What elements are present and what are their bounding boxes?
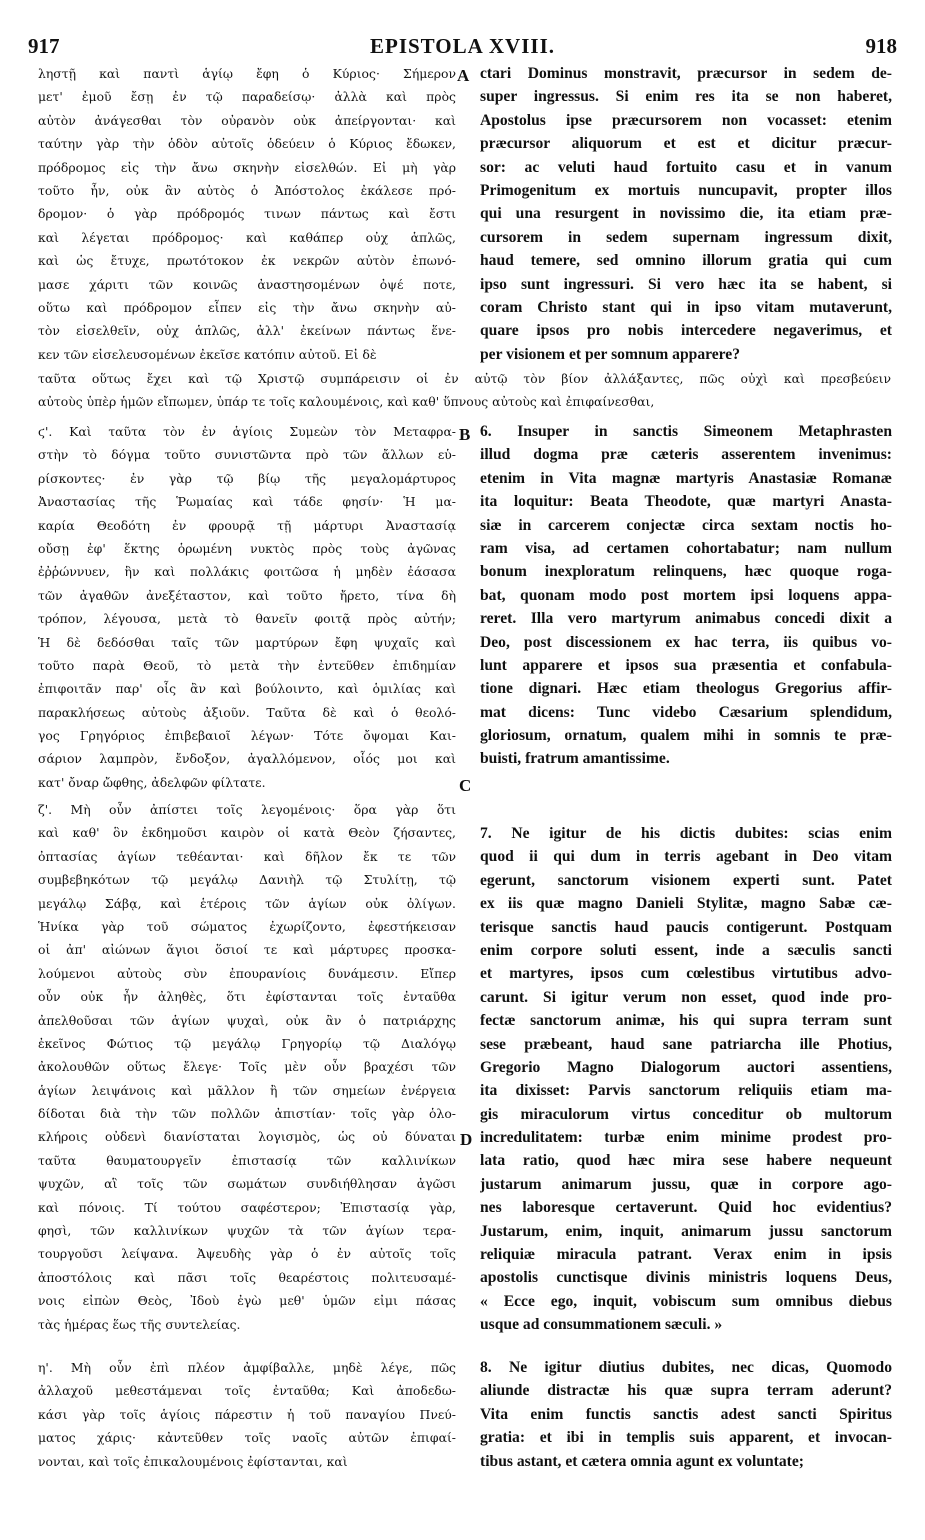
latin-column-block-4 (480, 1356, 892, 1473)
text-line: ψυχῶν, αἳ τοῖς τῶν σωμάτων συνδιήθλησαν ἀγῶσι (38, 1176, 456, 1192)
text-line: τὸν εἰσελθεῖν, οὐχ ἁπλῶς, ἀλλ' ἐκείνων πάντως ἕνε- (38, 323, 456, 339)
text-line: 7. Ne igitur de his dictis dubites: scias enim (480, 825, 892, 842)
text-line: οὔσῃ ἐφ' ἕκτης ὁρωμένη νυκτὸς πρὸς τοὺς ἀγῶνας (38, 540, 456, 556)
greek-column-block-2 (38, 420, 456, 794)
text-line: κλήροις οὐδενὶ διανίσταται λογισμὸς, ὡς οὐ δύναται (38, 1129, 456, 1145)
left-page-number: 917 (28, 34, 60, 58)
text-line: etenim in Vita magnæ martyris Anastasiæ Romanæ (480, 469, 892, 487)
text-line: στὴν τὸ δόγμα τοῦτο συνιστῶντα πρὸ τῶν ἄλλων εὑ- (38, 447, 456, 463)
text-line: coram Christo stant qui in ipso vitam mutaverunt, (480, 298, 892, 316)
text-line: lata ratio, quod hæc mira sese habere nequeunt (480, 1152, 892, 1170)
text-line: usque ad consummationem sæculi. » (480, 1316, 723, 1334)
text-line: reliquiæ miracula patrant. Verax enim in ipsis (480, 1246, 892, 1264)
text-line: quare ipsos pro nobis intercedere negaverimus, et (480, 322, 892, 340)
text-line: ἀποστόλοις καὶ πᾶσι τοῖς θεαρέστοις πολιτευσαμέ- (38, 1269, 456, 1285)
text-line: κάσι γὰρ τοῖς ἁγίοις πάρεστιν ἡ τοῦ παναγίου Πνεύ- (38, 1406, 456, 1422)
text-line: super ingressus. Si enim res ita se non haberet, (480, 88, 892, 106)
text-line: ἀκολουθῶν οὕτως ἔλεγε· Τοῖς μὲν οὖν βραχέσι τῶν (38, 1059, 456, 1075)
text-line: ctari Dominus monstravit, præcursor in sedem de- (480, 65, 892, 82)
full-width-greek-lines (38, 367, 891, 414)
text-line: λούμενοι αὐτοὺς σὺν ἐπουρανίοις δυνάμεσιν. Εἴπερ (38, 965, 456, 981)
text-line: κατ' ὄναρ ὤφθης, ἀδελφῶν φίλτατε. (38, 774, 266, 790)
text-line: ρίσκοντες· ἐν γὰρ τῷ βίῳ τῆς μεγαλομάρτυρος (38, 470, 456, 486)
text-line: ita loquitur: Beata Theodote, quæ martyri Anasta- (480, 493, 892, 511)
text-line: ἀλλαχοῦ μεθεστάμεναι τοῖς ἐνταῦθα; Καὶ ἀποδεδω- (38, 1383, 456, 1399)
greek-column-block-1 (38, 62, 456, 366)
text-line: ram visa, ad certamen cohortabatur; nam nullum (480, 539, 892, 557)
text-line: illud dogma præ cæteris asserentem invenimus: (480, 446, 892, 464)
right-page-number: 918 (865, 34, 897, 58)
text-line: Apostolus ipse præcursorem non vocasset: etenim (480, 111, 892, 129)
text-line: παρακλήσεως αὐτοὺς ἀξιοῦν. Ταῦτα δὲ καὶ ὁ θεολό- (38, 704, 456, 720)
text-line: τοῦτο ἦν, οὐκ ἂν αὐτὸς ὁ Ἀπόστολος ἐκάλεσε πρό- (38, 182, 456, 198)
text-line: Gregorio Magno Dialogorum auctori assentiens, (480, 1058, 892, 1076)
text-line: sor: ac veluti haud fortuito casu et in vanum (480, 158, 892, 176)
text-line: buisti, fratrum amantissime. (480, 750, 670, 768)
text-line: ἐῤῥώννυεν, ἣν καὶ πολλάκις φοιτῶσα ἡ μηδὲν ἐάσασα (38, 564, 456, 580)
text-line: bat, quonam modo post mortem ipsi loquens appa- (480, 586, 892, 604)
text-line: aliunde distractæ his quæ supra terram aderunt? (480, 1382, 892, 1400)
text-line: γος Γρηγόριος ἐπιβεβαιοῖ λέγων· Τότε ὄψομαι Και- (38, 728, 456, 744)
text-line: qui una resurgent in novissimo die, ita etiam præ- (480, 205, 892, 223)
text-line: νοις εἰπὼν Θεὸς, Ἰδοὺ ἐγὼ μεθ' ὑμῶν εἰμι πάσας (38, 1293, 456, 1309)
text-line: 6. Insuper in sanctis Simeonem Metaphrasten (480, 423, 892, 440)
text-line: τοῦτο παρὰ Θεοῦ, τὸ μετὰ τὴν ἐντεῦθεν ἐπιδημίαν (38, 657, 456, 673)
text-line: gloriosum, ornatum, qualem mihi in somnis te præ- (480, 727, 892, 745)
text-line: τῶν ἀγαθῶν ἀνεξέταστον, καὶ τοῦτο ἤρετο, τίνα δὴ (38, 587, 456, 603)
text-line: μασε χάριτι τῶν κοινῶς ἀναστησομένων ὀψέ ποτε, (38, 276, 456, 292)
section-marker-b: B (459, 425, 471, 444)
text-line: ὀπτασίας ἁγίων τεθέανται· καὶ δῆλον ἔκ τε τῶν (38, 848, 456, 864)
text-line: ἀπελθοῦσαι τῶν ἁγίων ψυχαὶ, οὐκ ἂν ὁ πατριάρχης (38, 1012, 456, 1028)
text-line: ταύτην γὰρ τὴν ὁδὸν αὐτοῖς ὁδεύειν ὁ Κύριος ἔδωκεν, (38, 136, 456, 152)
text-line: αὐτοὺς ὑπὲρ ἡμῶν εἴπωμεν, ὑπάρ τε τοῖς καλουμένοις, καὶ καθ' ὕπνους αὐτοὺς καὶ ἐπιφαίνεσθαι, (38, 394, 655, 410)
text-line: δρομον· ὁ γὰρ πρόδρομός τινων πάντως καὶ ἔστι (38, 206, 456, 222)
text-line: Ἀναστασίας τῆς Ῥωμαίας καὶ τάδε φησίν· Ἡ μα- (38, 494, 456, 510)
text-line: apostolis cunctisque divinis ministris loquens Deus, (480, 1269, 892, 1287)
text-line: ματος χάρις· κἀντεῦθεν τοῖς ναοῖς αὐτῶν ἐπιφαί- (38, 1430, 456, 1446)
text-line: incredulitatem: turbæ enim minime prodest pro- (480, 1129, 892, 1147)
text-line: mat dicens: Tunc videbo Cæsarium splendidum, (480, 703, 892, 721)
text-line: ζ'. Μὴ οὖν ἀπίστει τοῖς λεγομένοις· ὅρα γὰρ ὅτι (38, 802, 456, 817)
text-line: reret. Illa vero martyrum animabus concedi dixit a (480, 610, 892, 628)
text-line: σάριον λαμπρὸν, ἔνδοξον, ἀγαλλόμενον, οἷός μοι καὶ (38, 751, 456, 767)
section-marker-c: C (459, 776, 472, 795)
text-line: μεγάλῳ Σάβᾳ, καὶ ἑτέροις τῶν ἁγίων οὐκ ὀλίγων. (38, 895, 456, 911)
latin-column-block-3 (480, 822, 892, 1337)
text-line: haud temere, sed omnino illorum gratia qui cum (480, 252, 892, 270)
text-line: lunt apparere et ipsos sua præsentia et confabula- (480, 656, 892, 674)
text-line: quod ii qui dum in terris agebant in Deo vitam (480, 848, 892, 866)
text-line: ἐκεῖνος Φώτιος τῷ μεγάλῳ Γρηγορίῳ τῷ Διαλόγῳ (38, 1035, 456, 1051)
text-line: ἁγίων λειψάνοις καὶ μᾶλλον ἢ τῶν σημείων ἐνέργεια (38, 1082, 456, 1098)
text-line: μετ' ἐμοῦ ἔσῃ ἐν τῷ παραδείσῳ· ἀλλὰ καὶ πρὸς (38, 89, 456, 105)
text-line: οἱ ἀπ' αἰώνων ἅγιοι ὅσιοί τε καὶ μάρτυρες προσκα- (38, 942, 456, 958)
text-line: egerunt, sanctorum visionem experti sunt. Patet (480, 871, 892, 889)
text-line: ipso sunt ingressuri. Si vero hæc ita se habent, si (480, 275, 892, 293)
text-line: δίδοται διὰ τὴν τῶν πολλῶν ἀπιστίαν· τοῖς γὰρ ὁλο- (38, 1106, 456, 1122)
text-line: Justarum, enim, inquit, animarum jussu sanctorum (480, 1222, 892, 1240)
greek-column-block-3 (38, 798, 456, 1336)
text-line: gis miraculorum virtus conceditur ob multorum (480, 1105, 892, 1123)
text-line: ex iis quæ magno Danieli Stylitæ, magno Sabæ cæ- (480, 895, 892, 913)
text-line: carunt. Si igitur verum non esset, quod inde pro- (480, 988, 892, 1006)
latin-column-block-1 (480, 62, 892, 366)
text-line: Vita enim functis sanctis adest sancti Spiritus (480, 1405, 892, 1423)
text-line: η'. Μὴ οὖν ἐπὶ πλέον ἀμφίβαλλε, μηδὲ λέγε, πῶς (38, 1360, 456, 1375)
latin-column-block-2 (480, 420, 892, 771)
greek-column-block-4 (38, 1356, 456, 1473)
text-line: τουργοῦσι λείψανα. Ἀψευδὴς γὰρ ὁ ἐν αὐτοῖς τοῖς (38, 1246, 456, 1262)
text-line: καὶ καθ' ὃν ἐκδημοῦσι καιρὸν οἱ κατὰ Θεὸν ζήσαντες, (38, 825, 456, 841)
text-line: συμβεβηκότων τῷ μεγάλῳ Δανιὴλ τῷ Στυλίτῃ, τῷ (38, 872, 456, 888)
text-line: φησὶ, τῶν καλλινίκων ψυχῶν τὰ τῶν ἁγίων τερα- (38, 1223, 456, 1239)
text-line: cursorem in sedem supernam ingressum dixit, (480, 228, 892, 246)
page-header (28, 34, 897, 56)
text-line: bonum inexploratum relinquens, hæc quoque roga- (480, 563, 892, 581)
running-title: EPISTOLA XVIII. (369, 34, 555, 58)
text-line: οὖν οὐκ ἦν ἀληθὲς, ὅτι ἐφίστανται τοῖς ἐνταῦθα (38, 989, 456, 1005)
text-line: tibus astant, et cætera omnia agunt ex voluntate; (480, 1452, 804, 1470)
text-line: καὶ πόνοις. Τί τούτου σαφέστερον; Ἐπιστασίᾳ γὰρ, (38, 1199, 456, 1215)
text-line: Primogenitum ex mortuis nuncupavit, propter illos (480, 181, 892, 199)
text-line: justarum animarum jussu, quæ in corpore ago- (480, 1175, 892, 1193)
text-line: « Ecce ego, inquit, vobiscum sum omnibus diebus (480, 1292, 892, 1310)
text-line: τρόπον, λέγουσα, μετὰ τὸ θανεῖν φοιτᾷ πρὸς αὐτήν; (38, 611, 456, 627)
text-line: nes laboresque certaverunt. Quid hoc evidentius? (480, 1199, 892, 1217)
text-line: Ἡ δὲ δεδόσθαι ταῖς τῶν μαρτύρων ἔφη ψυχαῖς καὶ (38, 634, 456, 650)
text-line: sese præbeant, haud sane patriarcha ille Photius, (480, 1035, 892, 1053)
text-line: ληστῇ καὶ παντὶ ἁγίῳ ἔφη ὁ Κύριος· Σήμερον (38, 66, 456, 81)
text-line: 8. Ne igitur diutius dubites, nec dicas, Quomodo (480, 1359, 892, 1376)
text-line: καὶ λέγεται πρόδρομος· καὶ καθάπερ οὐχ ἁπλῶς, (38, 229, 456, 245)
text-line: siæ in carcerem conjectæ circa sextam noctis ho- (480, 516, 892, 534)
text-line: ϛ'. Καὶ ταῦτα τὸν ἐν ἁγίοις Συμεὼν τὸν Μεταφρα- (38, 424, 456, 439)
text-line: καρία Θεοδότη ἐν φρουρᾷ τῇ μάρτυρι Ἀναστασίᾳ (38, 517, 456, 533)
text-line: αὐτὸν ἀνάγεσθαι τὸν οὐρανὸν οὐκ ἀπείργονται· καὶ (38, 112, 456, 128)
text-line: Ἡνίκα γὰρ τοῦ σώματος ἐχωρίζοντο, ἐφεστήκεισαν (38, 918, 456, 934)
text-line: νονται, καὶ τοῖς ἐπικαλουμένοις ἐφίστανται, καὶ (38, 1453, 348, 1469)
section-marker-a: A (457, 66, 470, 85)
text-line: πρόδρομος εἰς τὴν ἄνω σκηνὴν εἰσελθών. Εἰ μὴ γὰρ (38, 159, 456, 175)
text-line: præcursor aliquorum et est et dicitur præcur- (480, 135, 892, 153)
text-line: et martyres, ipsos cum cœlestibus virtutibus advo- (480, 965, 892, 983)
text-line: κεν τῶν εἰσελευσομένων ἐκεῖσε κατόπιν αὐτοῦ. Εἰ δὲ (38, 346, 377, 362)
text-line: ταῦτα θαυματουργεῖν ἐπιστασίᾳ τῶν καλλινίκων (38, 1152, 456, 1168)
text-line: καὶ ὡς ἔτυχε, πρωτότοκον ἐκ νεκρῶν αὐτὸν ἐπωνό- (38, 253, 456, 269)
text-line: τὰς ἡμέρας ἕως τῆς συντελείας. (38, 1316, 241, 1332)
section-marker-d: D (460, 1130, 473, 1149)
text-line: ita dixisset: Parvis sanctorum reliquiis etiam ma- (480, 1082, 892, 1100)
text-line: ταῦτα οὕτως ἔχει καὶ τῷ Χριστῷ συμπάρεισιν οἱ ἐν αὐτῷ τὸν βίον ἀλλάξαντες, πῶς οὐχὶ καὶ πρεσβεύειν (38, 371, 891, 386)
text-line: οὕτω καὶ πρόδρομον εἶπεν εἰς τὴν ἄνω σκηνὴν αὐ- (38, 299, 456, 315)
text-line: gratia: et ibi in templis suis apparent, et invocan- (480, 1429, 892, 1447)
text-line: fectæ sanctorum animæ, his qui supra terram sunt (480, 1012, 892, 1030)
text-line: per visionem et per somnum apparere? (480, 345, 741, 363)
text-line: enim corpore soluti essent, inde a sæculis sancti (480, 941, 892, 959)
text-line: tione dignari. Hæc etiam theologus Gregorius affir- (480, 680, 892, 698)
text-line: ἐπιφοιτᾶν παρ' οἷς ἂν καὶ βούλοιντο, καὶ ὁμιλίας καὶ (38, 681, 456, 697)
text-line: Deo, post discessionem ex hac terra, iis quibus vo- (480, 633, 892, 651)
text-line: terisque sanctis haud paucis contigerunt. Postquam (480, 918, 892, 936)
